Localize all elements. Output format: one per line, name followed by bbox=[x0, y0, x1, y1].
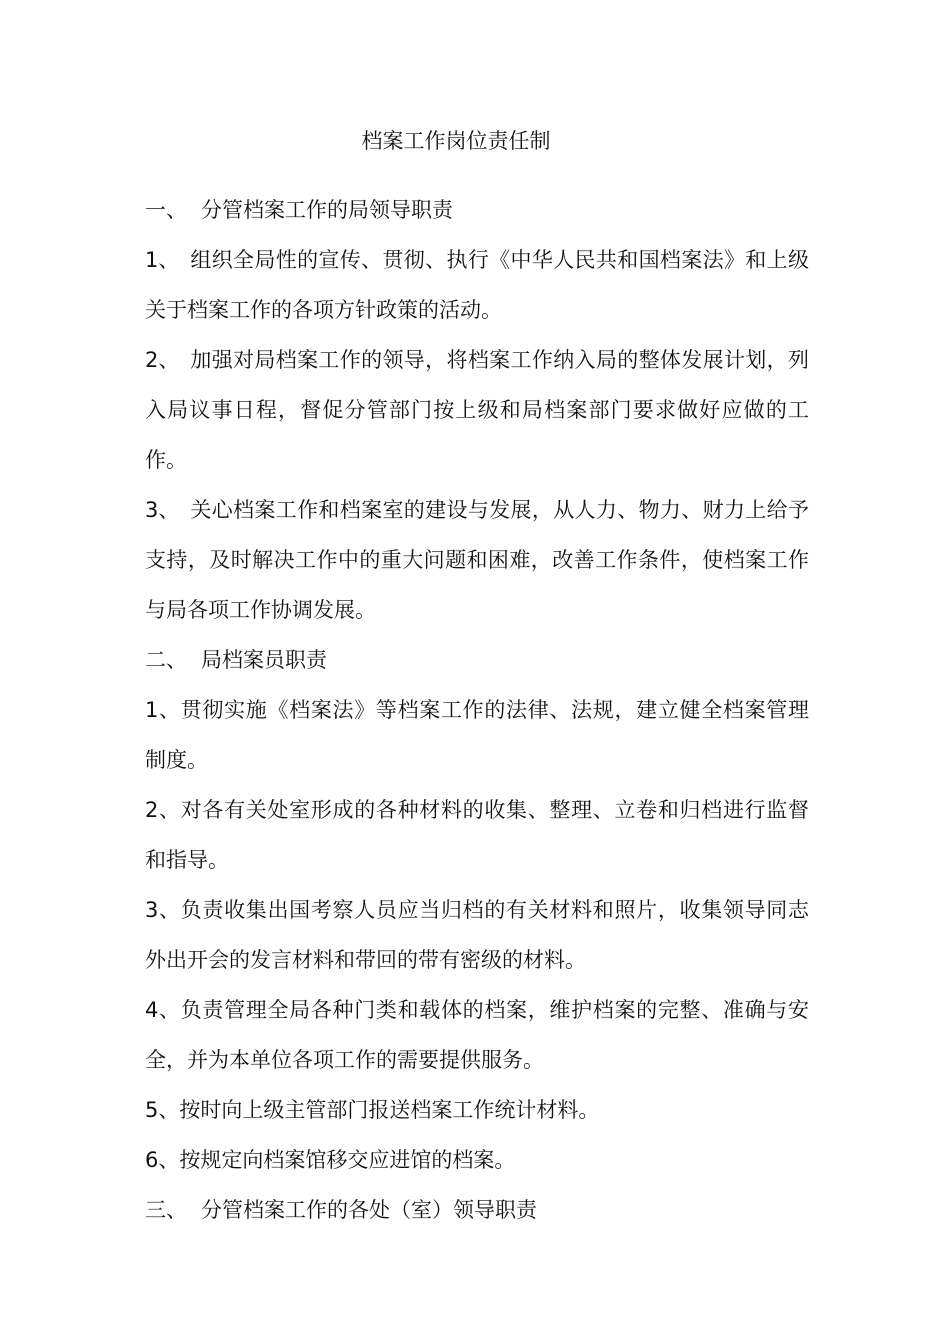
list-item: 2、对各有关处室形成的各种材料的收集、整理、立卷和归档进行监督和指导。 bbox=[145, 798, 809, 872]
item-number: 2、 bbox=[145, 348, 180, 372]
section-heading bbox=[145, 1185, 809, 1235]
section-title: 分管档案工作的局领导职责 bbox=[201, 198, 453, 222]
list-item: 1、贯彻实施《档案法》等档案工作的法律、法规，建立健全档案管理制度。 bbox=[145, 698, 809, 772]
item-text: 关心档案工作和档案室的建设与发展，从人力、物力、财力上给予支持，及时解决工作中的重大问题和困难，改善工作条件，使档案工作与局各项工作协调发展。 bbox=[145, 498, 809, 622]
section-title: 分管档案工作的各处（室）领导职责 bbox=[201, 1198, 537, 1222]
item-number: 1、 bbox=[145, 248, 180, 272]
list-item bbox=[145, 335, 809, 485]
section-heading bbox=[145, 185, 809, 235]
section-title: 局档案员职责 bbox=[201, 648, 327, 672]
document-body bbox=[145, 185, 809, 1235]
item-number: 3、 bbox=[145, 498, 180, 522]
item-text: 组织全局性的宣传、贯彻、执行《中华人民共和国档案法》和上级关于档案工作的各项方针政策的活动。 bbox=[145, 248, 809, 322]
list-item: 3、负责收集出国考察人员应当归档的有关材料和照片，收集领导同志外出开会的发言材料和带回的带有密级的材料。 bbox=[145, 898, 809, 972]
list-item: 6、按规定向档案馆移交应进馆的档案。 bbox=[145, 1148, 516, 1172]
list-item bbox=[145, 235, 809, 335]
document-title: 档案工作岗位责任制 bbox=[361, 129, 551, 153]
section-number: 三、 bbox=[145, 1198, 187, 1222]
section-heading bbox=[145, 635, 809, 685]
section-number: 一、 bbox=[145, 198, 187, 222]
list-item bbox=[145, 485, 809, 635]
list-item: 5、按时向上级主管部门报送档案工作统计材料。 bbox=[145, 1098, 600, 1122]
list-item: 4、负责管理全局各种门类和载体的档案，维护档案的完整、准确与安全，并为本单位各项工作的需要提供服务。 bbox=[145, 998, 809, 1072]
item-text: 加强对局档案工作的领导，将档案工作纳入局的整体发展计划，列入局议事日程，督促分管部门按上级和局档案部门要求做好应做的工作。 bbox=[145, 348, 809, 472]
section-number: 二、 bbox=[145, 648, 187, 672]
